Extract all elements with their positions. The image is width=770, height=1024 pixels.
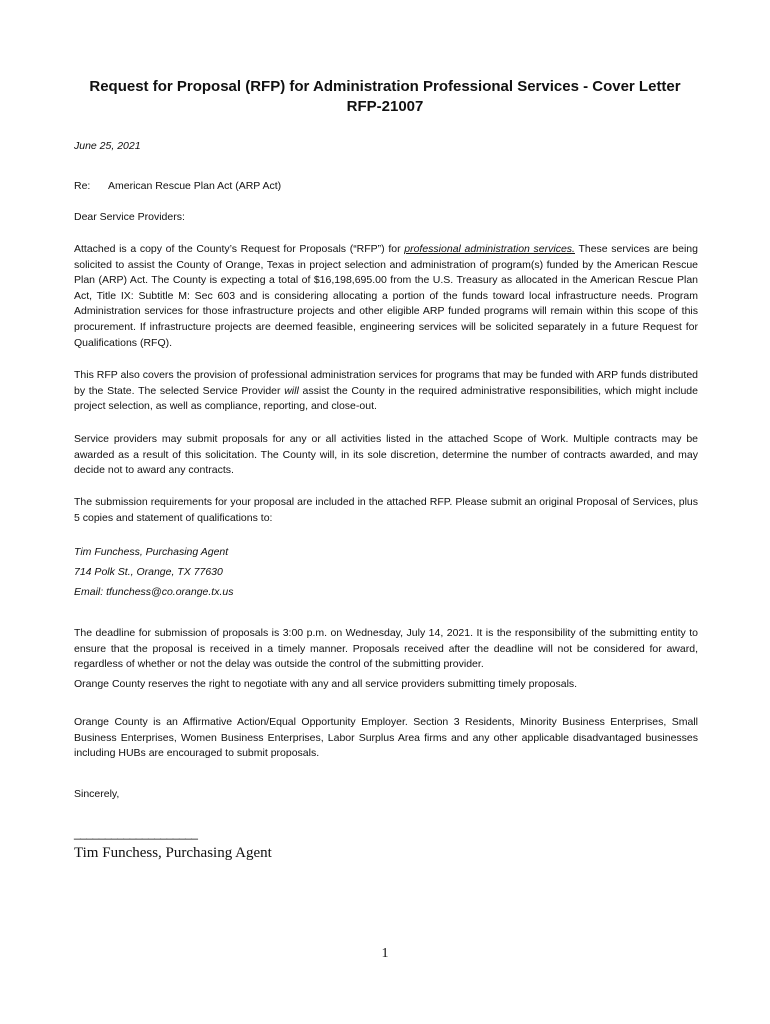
paragraph-3: Service providers may submit proposals for any or all activities listed in the attached Scope of Work. Multiple contracts may be awarded as a result of this solicitation. The County will, in its sole discretion, determine the number of contracts awarded, and may decide not to award any contracts. xyxy=(74,433,698,477)
paragraph-4: The submission requirements for your proposal are included in the attached RFP. Please submit an original Proposal of Services, plus 5 copies and statement of qualifications to: xyxy=(74,496,698,524)
paragraph-1-text-a: Attached is a copy of the County’s Request for Proposals (“RFP”) for xyxy=(74,243,405,255)
closing: Sincerely, xyxy=(74,788,120,800)
paragraph-1-emphasis: professional administration services. xyxy=(404,243,575,255)
signature-name: Tim Funchess, Purchasing Agent xyxy=(74,845,272,861)
page-number: 1 xyxy=(381,946,389,961)
signature-line: ____________________ xyxy=(74,826,198,840)
title-line-2: RFP-21007 xyxy=(346,98,424,115)
paragraph-6: Orange County reserves the right to negotiate with any and all service providers submitting timely proposals. xyxy=(74,678,578,690)
subject-text: American Rescue Plan Act (ARP Act) xyxy=(108,180,282,192)
subject-line xyxy=(74,180,281,192)
paragraph-7: Orange County is an Affirmative Action/Equal Opportunity Employer. Section 3 Residents, Minority Business Enterprises, Small Business Enterprises, Women Business Enterprises, Labor Surplus Area firms and any other applicable disadvantaged businesses including HUBs are encouraged to submit proposals. xyxy=(74,716,698,760)
subject-label: Re: xyxy=(74,180,91,192)
document-title xyxy=(60,77,710,117)
paragraph-1-text-b: These services are being solicited to assist the County of Orange, Texas in project selection and administration of program(s) funded by the American Rescue Plan (ARP) Act. The County is expecting a total of $16,198,695.00 from the U.S. Treasury as allocated in the American Rescue Plan Act, Title IX: Subtitle M: Sec 603 and is considering allocating a portion of the funds toward local infrastructure needs. Program Administration services for those infrastructure projects and other eligible ARP funded programs will remain within this scope of this procurement. If infrastructure projects are deemed feasible, engineering services will be solicited separately in a future Request for Qualifications (RFQ). xyxy=(74,243,698,349)
letter-date: June 25, 2021 xyxy=(74,140,141,152)
salutation: Dear Service Providers: xyxy=(74,211,185,223)
address-name: Tim Funchess, Purchasing Agent xyxy=(74,546,229,558)
title-line-1: Request for Proposal (RFP) for Administration Professional Services - Cover Letter xyxy=(89,78,681,95)
paragraph-5: The deadline for submission of proposals is 3:00 p.m. on Wednesday, July 14, 2021. It is the responsibility of the submitting entity to ensure that the proposal is received in a timely manner. Proposals received after the deadline will not be considered for award, regardless of whether or not the delay was outside the control of the submitting provider. xyxy=(74,627,698,671)
paragraph-2 xyxy=(74,368,698,415)
paragraph-2-text-a: This RFP also covers the provision of professional administration services for programs that may be funded with ARP funds distributed by the State. The selected Service Provider xyxy=(74,369,698,397)
paragraph-2-emphasis: will xyxy=(284,384,299,397)
paragraph-1 xyxy=(74,242,698,351)
address-street: 714 Polk St., Orange, TX 77630 xyxy=(74,566,223,578)
address-email: Email: tfunchess@co.orange.tx.us xyxy=(74,586,234,598)
paragraph-2-text-b: assist the County in the required administrative responsibilities, which might include project selection, as well as compliance, reporting, and close-out. xyxy=(74,384,698,413)
